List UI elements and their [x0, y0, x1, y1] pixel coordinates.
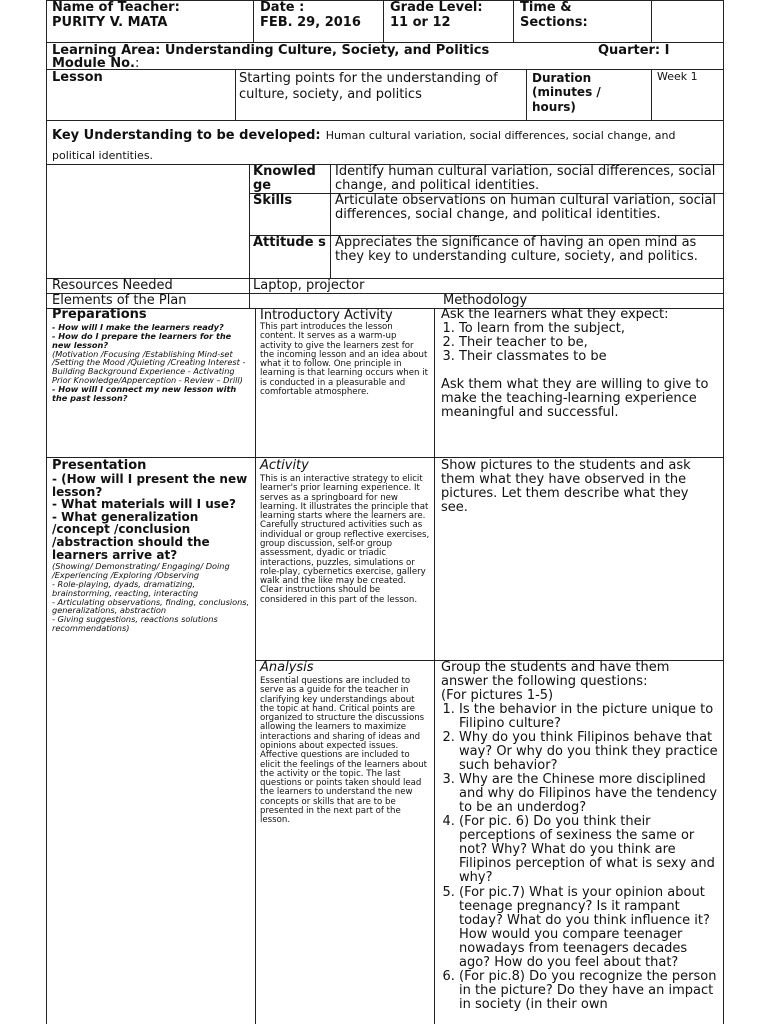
divider	[434, 308, 435, 1024]
duration-value: Week 1	[657, 70, 698, 83]
divider	[513, 0, 514, 42]
skills-label: Skills	[253, 193, 293, 208]
attitudes-label: Attitude s	[253, 235, 326, 250]
list-item: 4. (For pic. 6) Do you think their perceptions of sexiness the same or not? Why? What do you think are Filipinos perception of what is sexy and why?	[459, 815, 719, 885]
introductory-activity-desc: This part introduces the lesson content. It serves as a warm-up activity to give the learners zest for the incoming lesson and an idea about what it to follow. One principle in learning is that learning occurs when it is conducted in a pleasurable and comfortable atmosphere.	[260, 322, 428, 397]
divider	[235, 69, 236, 120]
knowledge-label: Knowled ge	[253, 164, 316, 194]
time-label: Time &	[520, 0, 572, 15]
divider	[253, 0, 254, 42]
divider	[46, 120, 724, 121]
divider	[330, 164, 331, 278]
elements-label: Elements of the Plan	[52, 293, 187, 308]
preparations-questions: - How will I make the learners ready? - How do I prepare the learners for the new lesson? (Motivation /Focusing /Establishing Mind-set /Setting the Mood /Quieting /Creating Interest - Building Background Experience - Activating Prior Knowledge/Apperception - Review – Drill) - How will I connect my new lesson with the past lesson?	[52, 322, 246, 403]
divider	[651, 0, 652, 42]
skills-text: Articulate observations on human cultural variation, social differences, social change, and political identities.	[335, 193, 716, 222]
activity-desc: This is an interactive strategy to elicit learner's prior learning experience. It serves as a springboard for new learning. It illustrates the principle that learning starts where the learners are. Carefully structured activities such as individual or group reflective exercises, group discussion, self-or group assessment, dyadic or triadic interactions, puzzles, simulations or role-play, cybernetics exercise, gallery walk and the like may be created. Clear instructions should be considered in this part of the lesson.	[260, 474, 430, 605]
quarter: Quarter: I	[598, 43, 670, 58]
activity-method: Show pictures to the students and ask them what they have observed in the pictures. Let them describe what they see.	[441, 458, 691, 516]
grade-value: 11 or 12	[390, 15, 451, 30]
divider	[46, 69, 724, 70]
sections-label: Sections:	[520, 15, 588, 30]
preparations-title: Preparations	[52, 307, 147, 322]
table-border-left	[46, 0, 47, 1024]
divider	[651, 69, 652, 120]
resources-label: Resources Needed	[52, 278, 173, 293]
divider	[383, 0, 384, 42]
preparations-method: Ask the learners what they expect: 1. To learn from the subject, 2. Their teacher to be, 3. Their classmates to be Ask them what they are willing to give to make the teaching-learning experience meaningful and successful.	[441, 308, 721, 420]
teacher-label: Name of Teacher:	[52, 0, 180, 15]
lesson-text: Starting points for the understanding of culture, society, and politics	[239, 71, 498, 102]
resources-value: Laptop, projector	[253, 278, 365, 293]
list-item: 5. (For pic.7) What is your opinion about teenage pregnancy? Is it rampant today? What do you think influence it? How would you compare teenager nowadays from teenagers decades ago? How do you feel about that?	[459, 886, 719, 970]
key-understanding: Key Understanding to be developed: Human cultural variation, social differences, social change, and political identities.	[52, 128, 676, 162]
introductory-activity-title: Introductory Activity	[260, 308, 393, 323]
presentation-questions: - (How will I present the new lesson? - What materials will I use? - What generalization /concept /conclusion /abstraction should the learners arrive at? (Showing/ Demonstrating/ Engaging/ Doing /Experiencing /Exploring /Observing - Role-playing, dyads, dramatizing, brainstorming, reacting, interacting - Articulating observations, finding, conclusions, generalizations, abstraction - Giving suggestions, reactions solutions recommendations)	[52, 472, 250, 634]
learning-area: Learning Area: Understanding Culture, Society, and Politics	[52, 43, 490, 58]
divider	[249, 164, 250, 308]
grade-label: Grade Level:	[390, 0, 483, 15]
list-item: 3. Why are the Chinese more disciplined and why do Filipinos have the tendency to be an underdog?	[459, 773, 719, 815]
teacher-name: PURITY V. MATA	[52, 15, 168, 30]
list-item: 2. Their teacher to be,	[459, 336, 721, 350]
module-label: Module No.:	[52, 56, 140, 71]
presentation-title: Presentation	[52, 458, 147, 473]
table-border-right	[723, 0, 724, 1024]
methodology-label: Methodology	[443, 293, 528, 308]
list-item: 1. To learn from the subject,	[459, 322, 721, 336]
attitudes-text: Appreciates the significance of having an open mind as they key to understanding culture, society, and politics.	[335, 235, 698, 264]
knowledge-text: Identify human cultural variation, social differences, social change, and political identities.	[335, 164, 716, 193]
divider	[526, 69, 527, 120]
list-item: 3. Their classmates to be	[459, 350, 721, 364]
lesson-label: Lesson	[52, 70, 103, 85]
activity-title: Activity	[260, 458, 309, 473]
analysis-method: Group the students and have them answer the following questions: (For pictures 1-5) 1. Is the behavior in the picture unique to Filipino culture? 2. Why do you think Filipinos behave that way? Or why do you think they practice such behavior? 3. Why are the Chinese more disciplined and why do Filipinos have the tendency to be an underdog? 4. (For pic. 6) Do you think their perceptions of sexiness the same or not? Why? What do you think are Filipinos perception of what is sexy and why? 5. (For pic.7) What is your opinion about teenage pregnancy? Is it rampant today? What do you think influence it? How would you compare teenager nowadays from teenagers decades ago? How do you feel about that? 6. (For pic.8) Do you recognize the person in the picture? Do they have an impact in society (in their own	[441, 661, 719, 1012]
date-label: Date :	[260, 0, 305, 15]
duration-label: Duration (minutes / hours)	[532, 71, 601, 114]
date-value: FEB. 29, 2016	[260, 15, 361, 30]
list-item: 2. Why do you think Filipinos behave that way? Or why do you think they practice such behavior?	[459, 731, 719, 773]
divider	[255, 308, 256, 1024]
analysis-desc: Essential questions are included to serve as a guide for the teacher in clarifying key understandings about the topic at hand. Critical points are organized to structure the discussions allowing the learners to maximize interactions and sharing of ideas and opinions about expected issues. Affective questions are included to elicit the feelings of the learners about the activity or the topic. The last questions or points taken should lead the learners to understand the new concepts or skills that are to be presented in the next part of the lesson.	[260, 676, 428, 826]
analysis-title: Analysis	[260, 660, 314, 675]
list-item: 1. Is the behavior in the picture unique to Filipino culture?	[459, 703, 719, 731]
list-item: 6. (For pic.8) Do you recognize the person in the picture? Do they have an impact in society (in their own	[459, 970, 719, 1012]
